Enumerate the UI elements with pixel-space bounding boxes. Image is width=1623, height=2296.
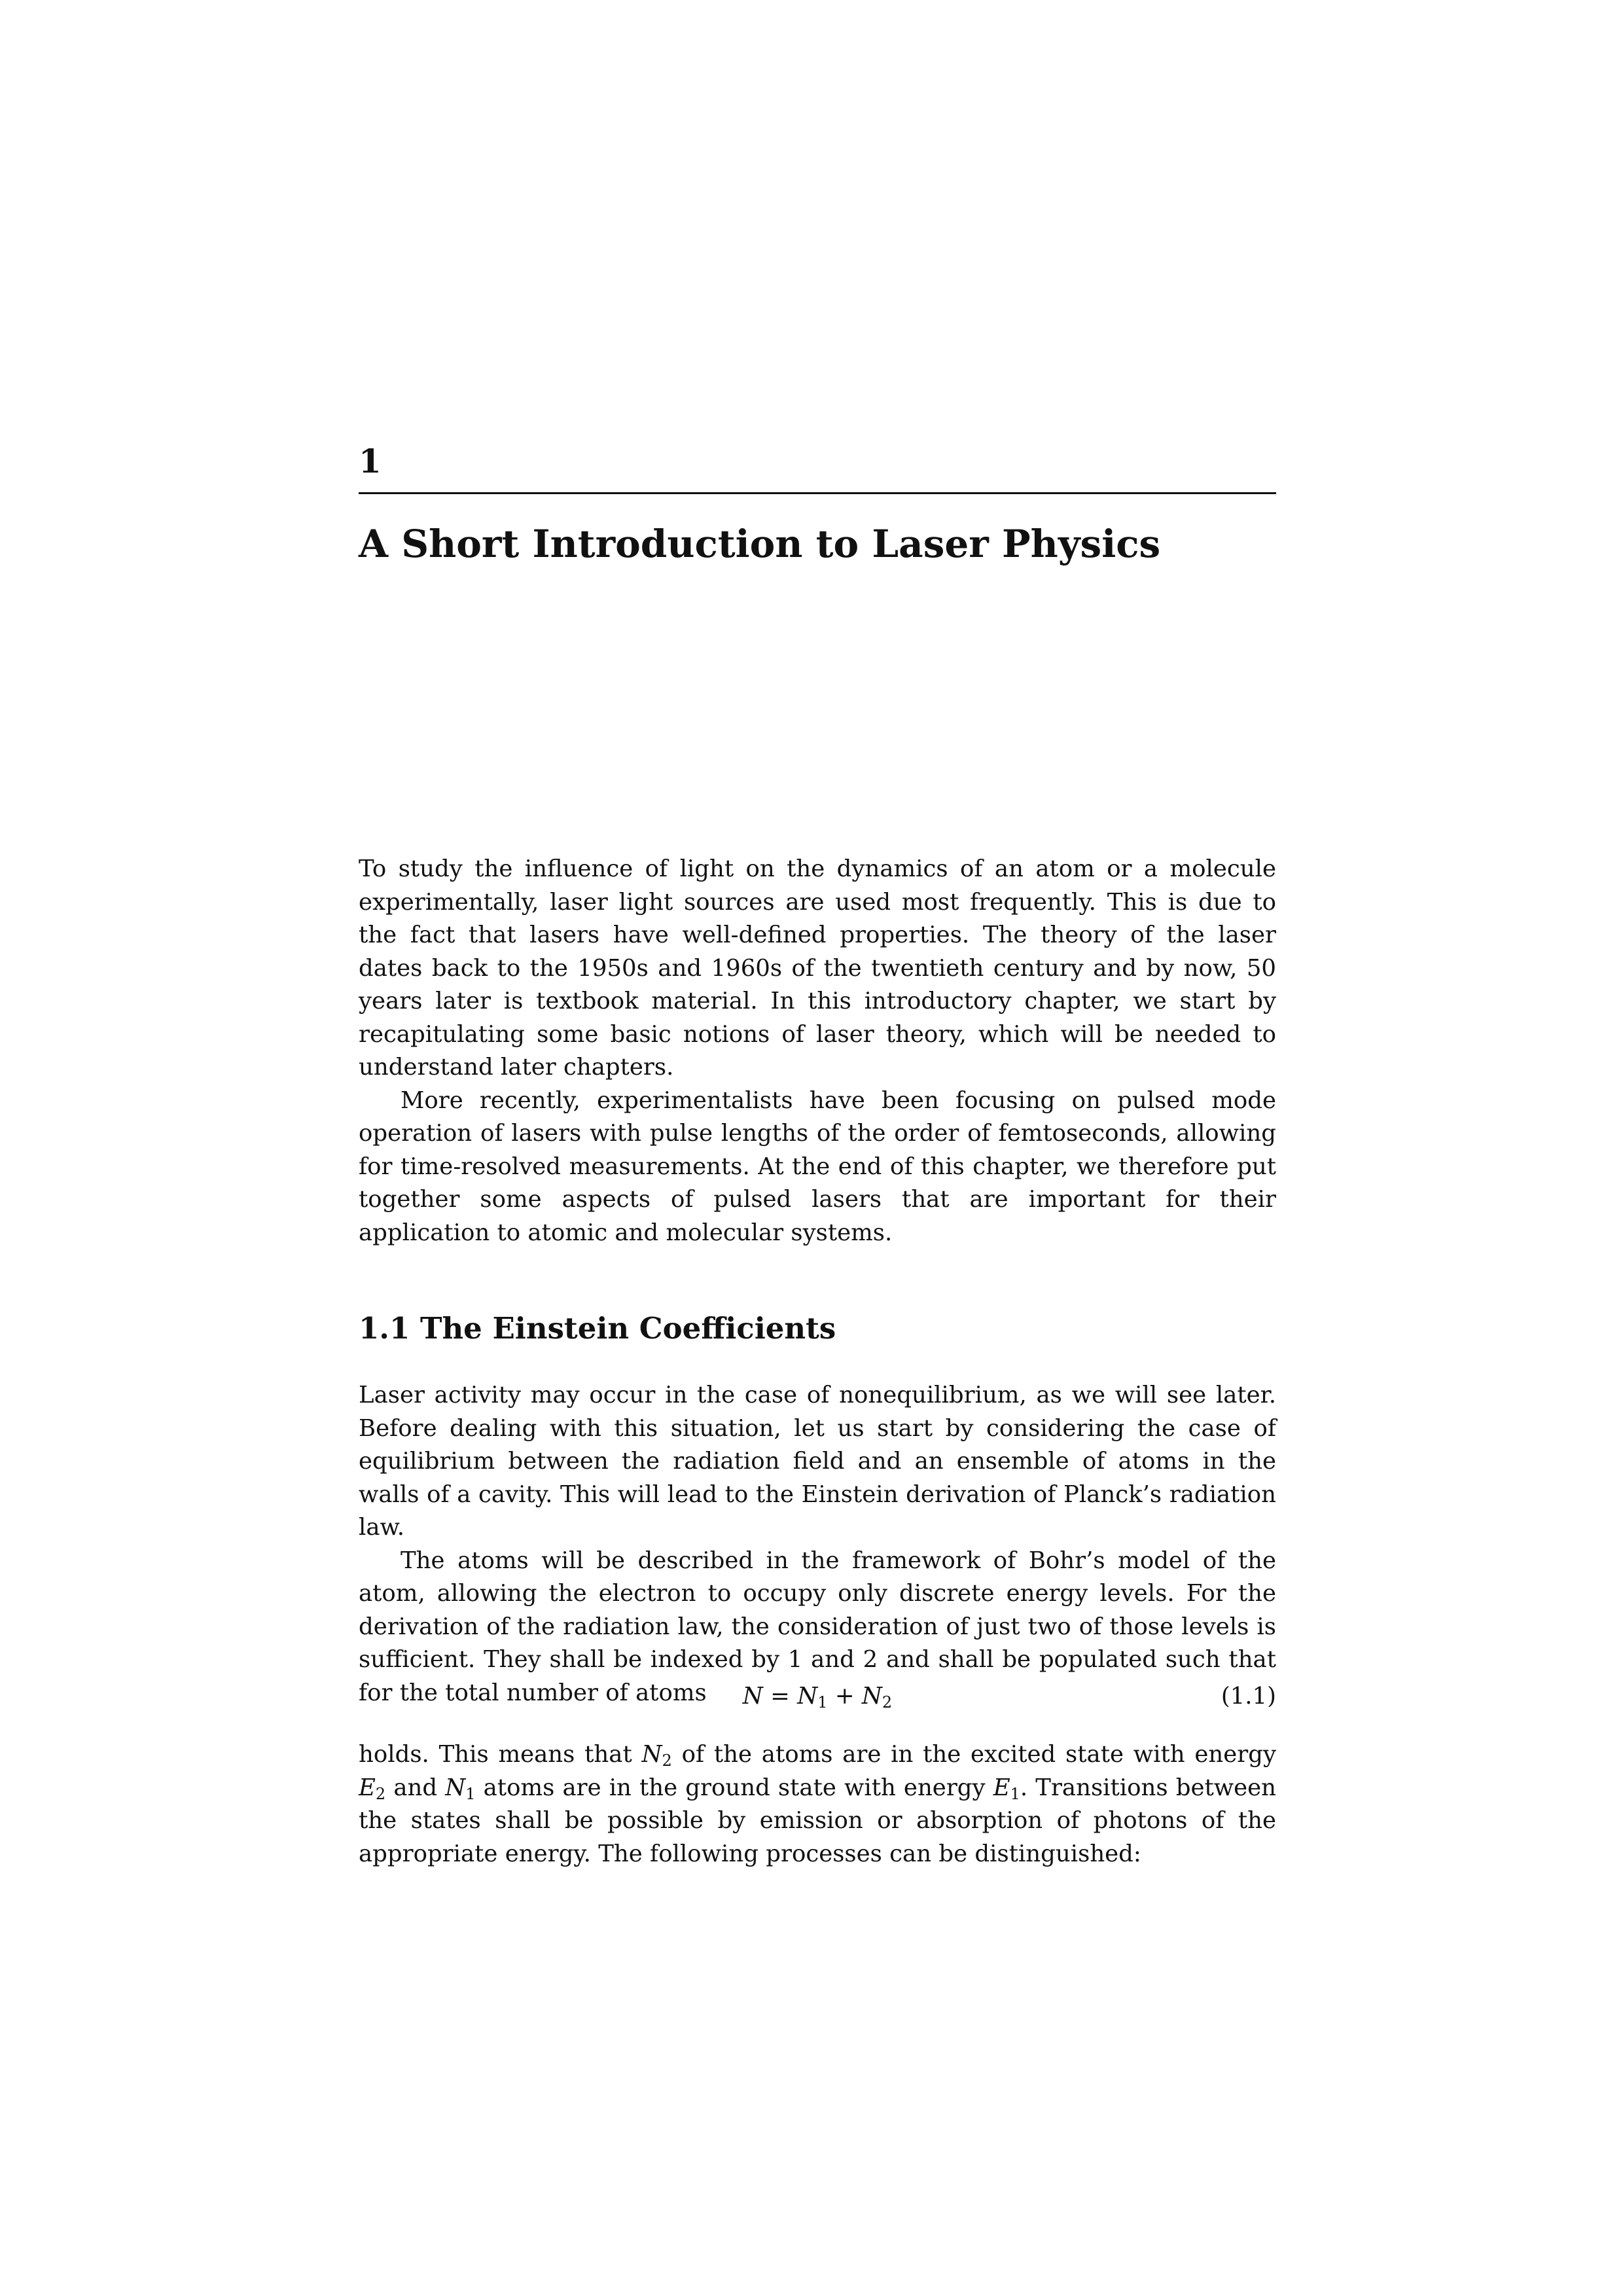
section-heading: 1.1 The Einstein Coefficients <box>359 1311 836 1346</box>
intro-text <box>359 853 1276 1249</box>
section-paragraph-1: Laser activity may occur in the case of nonequilibrium, as we will see later. Before dealing with this situation, let us start by considering the case of equilibrium between the radiation field and an ensemble of atoms in the walls of a cavity. This will lead to the Einstein derivation of Planck’s radiation law. <box>359 1382 1276 1541</box>
eq-term-1: N <box>797 1683 818 1710</box>
post-equation-text <box>359 1738 1276 1871</box>
intro-paragraph-1: To study the influence of light on the dynamics of an atom or a molecule experimentally, laser light sources are used most frequently. This is due to the fact that lasers have well-defined properties. The theory of the laser dates back to the 1950s and 1960s of the twentieth century and by now, 50 years later is textbook material. In this introductory chapter, we start by recapitulating some basic notions of laser theory, which will be needed to understand later chapters. <box>359 855 1276 1081</box>
text-run: holds. This means that <box>359 1741 642 1768</box>
document-page <box>359 0 1276 2296</box>
math-var: N <box>445 1774 466 1801</box>
equation-body <box>359 1679 1276 1714</box>
math-var: E <box>993 1774 1010 1801</box>
eq-equals: = <box>762 1683 798 1710</box>
eq-term-2: N <box>861 1683 882 1710</box>
section-paragraph-3 <box>359 1738 1276 1871</box>
chapter-number: 1 <box>359 442 382 480</box>
math-sub: 2 <box>662 1751 672 1770</box>
text-run: of the atoms are in the excited state with energy <box>671 1741 1277 1768</box>
section-paragraph-2: The atoms will be described in the framework of Bohr’s model of the atom, allowing the electron to occupy only discrete energy levels. For the derivation of the radiation law, the consideration of just two of those levels is sufficient. They shall be indexed by 1 and 2 and shall be populated such that for the total number of atoms <box>359 1547 1276 1706</box>
equation-number: (1.1) <box>1221 1683 1276 1710</box>
text-run: . Transitions between the states shall be possible by emission or absorption of photons of the appropriate energy. The following processes can be distinguished: <box>359 1774 1276 1867</box>
eq-sub-1: 1 <box>817 1693 828 1712</box>
chapter-title: A Short Introduction to Laser Physics <box>359 522 1161 566</box>
equation-1-1 <box>359 1679 1276 1714</box>
section-body <box>359 1379 1276 1710</box>
eq-plus: + <box>827 1683 862 1710</box>
chapter-rule <box>359 492 1276 494</box>
math-var: E <box>359 1774 376 1801</box>
eq-sub-2: 2 <box>882 1693 893 1712</box>
math-sub: 1 <box>465 1784 476 1803</box>
math-sub: 2 <box>375 1784 386 1803</box>
text-run: and <box>385 1774 446 1801</box>
math-sub: 1 <box>1010 1784 1020 1803</box>
math-var: N <box>641 1741 662 1768</box>
intro-paragraph-2: More recently, experimentalists have been focusing on pulsed mode operation of lasers with pulse lengths of the order of femtoseconds, allowing for time-resolved measurements. At the end of this chapter, we therefore put together some aspects of pulsed lasers that are important for their application to atomic and molecular systems. <box>359 1086 1276 1246</box>
text-run: atoms are in the ground state with energy <box>475 1774 993 1801</box>
eq-lhs: N <box>742 1683 763 1710</box>
